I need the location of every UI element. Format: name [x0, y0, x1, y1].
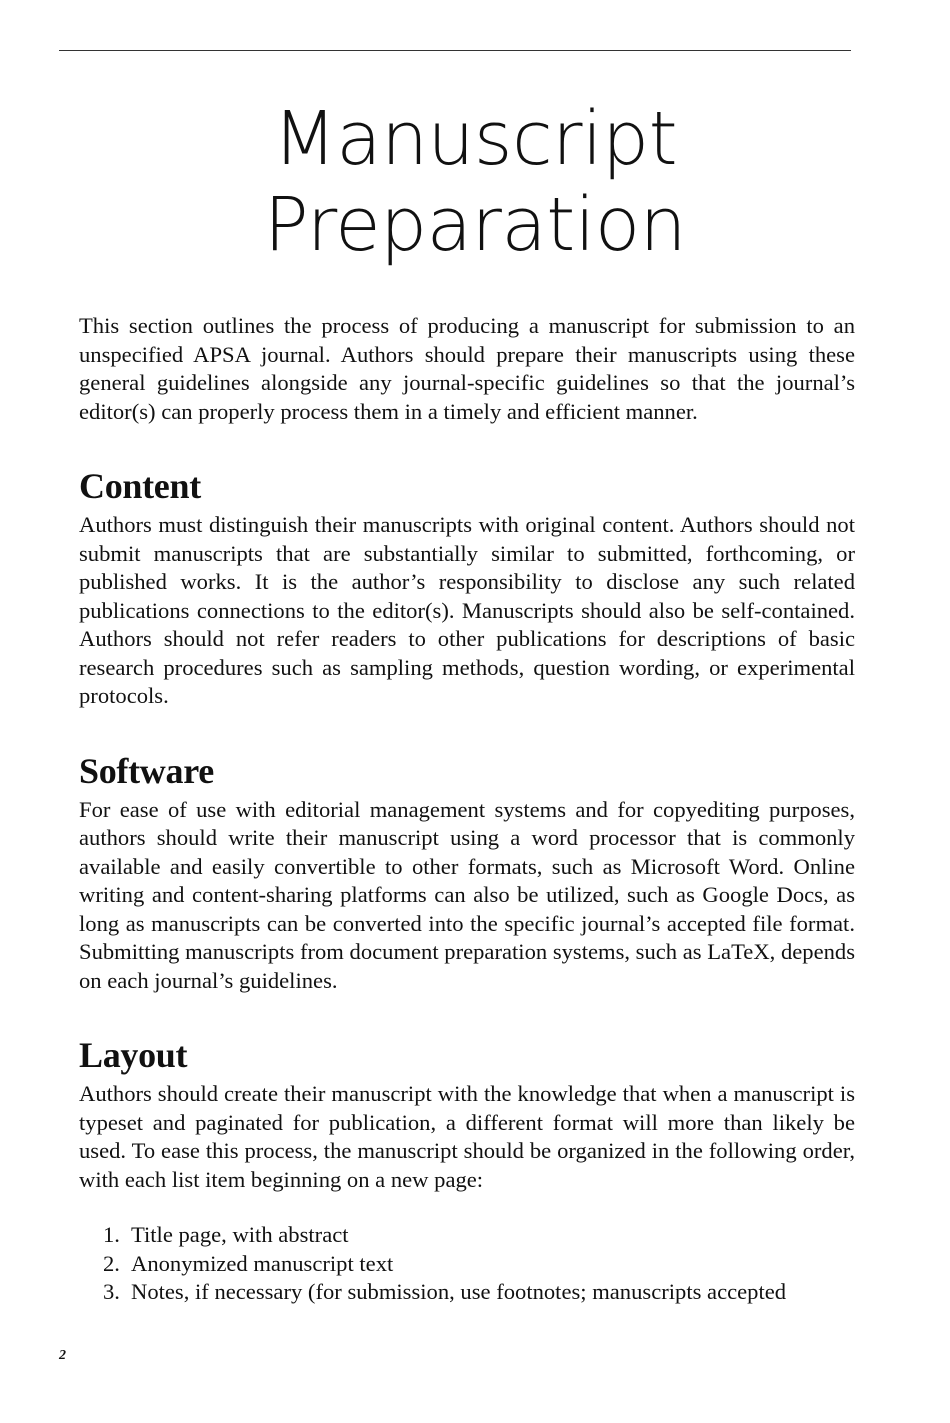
main-content [79, 312, 855, 1307]
top-rule [59, 50, 851, 51]
list-item [103, 1250, 855, 1279]
section-layout [79, 1033, 855, 1307]
list-item-number: 2. [103, 1250, 120, 1276]
layout-order-list [79, 1221, 855, 1307]
section-body-content: Authors must distinguish their manuscripts with original content. Authors should not submit manuscripts that are substantially similar to submitted, forthcoming, or published works. It is the author’s responsibility to disclose any such related publications connections to the editor(s). Manuscripts should also be self-contained. Authors should not refer readers to other publications for descriptions of basic research procedures such as sampling methods, question wording, or experimental protocols. [79, 512, 855, 708]
section-body-layout: Authors should create their manuscript with the knowledge that when a manuscript is typeset and paginated for publication, a different format will more than likely be used. To ease this process, the manuscript should be organized in the following order, with each list item beginning on a new page: [79, 1081, 855, 1192]
page-title-line-2: Preparation [264, 182, 686, 268]
section-body-software: For ease of use with editorial management systems and for copyediting purposes, authors should write their manuscript using a word processor that is commonly available and easily convertible to other formats, such as Microsoft Word. Online writing and content-sharing platforms can also be utilized, such as Google Docs, as long as manuscripts can be converted into the specific journal’s accepted file format. Submitting manuscripts from document preparation systems, such as LaTeX, depends on each journal’s guidelines. [79, 796, 855, 993]
intro-paragraph: This section outlines the process of producing a manuscript for submission to an unspecified APSA journal. Authors should prepare their manuscripts using these general guidelines alongside any journal-specific guidelines so that the journal’s editor(s) can properly process them in a timely and efficient manner. [79, 313, 855, 424]
list-item-number: 1. [103, 1222, 120, 1247]
page-title-line-1: Manuscript [272, 96, 678, 182]
section-heading-layout: Layout [79, 1035, 188, 1075]
list-item-text: Title page, with abstract [131, 1222, 349, 1247]
list-item-number: 3. [103, 1279, 120, 1304]
section-software [79, 749, 855, 996]
list-item [103, 1221, 855, 1250]
page-number: 2 [59, 1348, 66, 1363]
page-title [0, 96, 950, 268]
section-heading-content: Content [79, 466, 201, 506]
list-item-text: Notes, if necessary (for submission, use footnotes; manuscripts accepted [131, 1279, 787, 1304]
list-item-text: Anonymized manuscript text [131, 1250, 394, 1276]
section-heading-software: Software [79, 750, 214, 791]
section-content [79, 464, 855, 711]
list-item [103, 1278, 855, 1307]
